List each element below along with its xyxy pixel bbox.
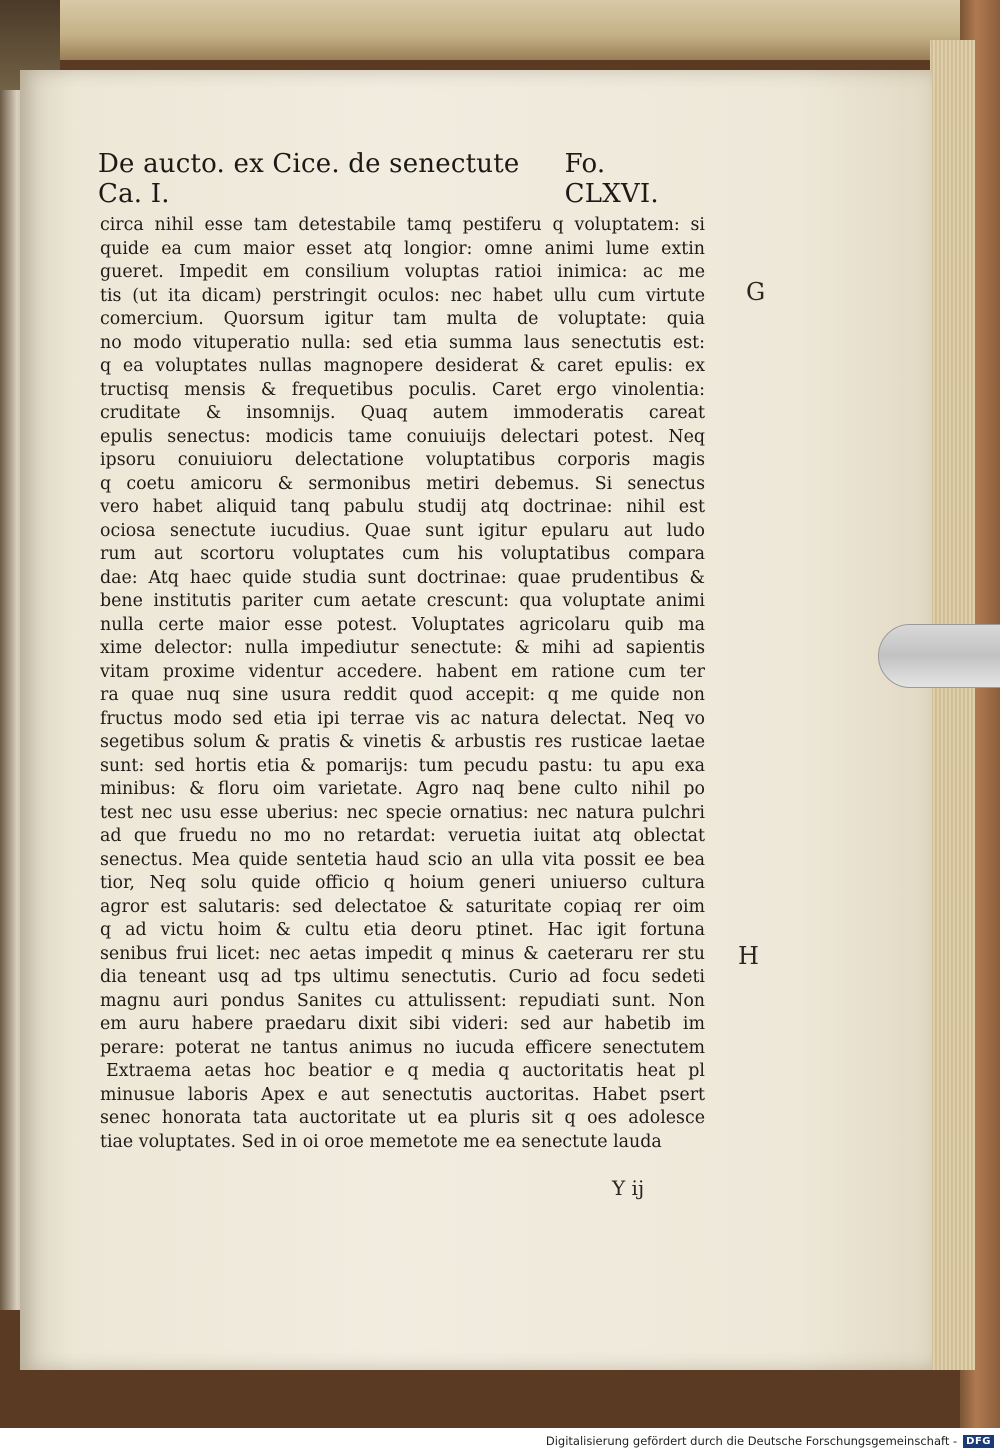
page-stack-edge bbox=[930, 40, 975, 1370]
book-top-edge bbox=[60, 0, 985, 60]
text-line: q ea voluptates nullas magnopere desiderat & caret epulis: ex bbox=[100, 356, 705, 376]
text-line: ipsoru conuiuioru delectatione voluptatibus corporis magis bbox=[100, 450, 705, 470]
margin-letter-g: G bbox=[746, 278, 766, 306]
text-line: q ad victu hoim & cultu etia deoru ptinet. Hac igit fortuna bbox=[100, 920, 705, 940]
text-line: tiae voluptates. Sed in oi oroe memetote me ea senectute lauda bbox=[100, 1131, 662, 1152]
text-line: quide ea cum maior esset atq longior: omne animi lume extin bbox=[100, 238, 705, 259]
text-line: ociosa senectute iucudius. Quae sunt igitur epularu aut ludo bbox=[100, 520, 705, 541]
text-line: q coetu amicoru & sermonibus metiri debemus. Si senectus bbox=[100, 473, 705, 494]
text-line: gueret. Impedit em consilium voluptas ratioi inimica: ac me bbox=[100, 262, 705, 282]
text-line: dia teneant usq ad tps ultimu senectutis. Curio ad focu sedeti bbox=[100, 967, 705, 987]
text-line: rum aut scortoru voluptates cum his voluptatibus compara bbox=[100, 544, 705, 564]
signature-mark: Y ij bbox=[612, 1176, 645, 1200]
text-line: sunt: sed hortis etia & pomarijs: tum pecudu pastu: tu apu exa bbox=[100, 755, 705, 776]
text-line: Extraema aetas hoc beatior e q media q auctoritatis heat pl bbox=[106, 1061, 705, 1081]
folio-number: Fo. CLXVI. bbox=[564, 149, 659, 209]
text-line: senec honorata tata auctoritate ut ea pluris sit q oes adolesce bbox=[100, 1108, 705, 1128]
text-line: bene institutis pariter cum aetate crescunt: qua voluptate animi bbox=[100, 591, 705, 611]
running-header bbox=[98, 149, 698, 209]
text-line: xime delector: nulla impediutur senectute: & mihi ad sapientis bbox=[100, 638, 705, 658]
text-line: circa nihil esse tam detestabile tamq pestiferu q voluptatem: si bbox=[100, 215, 705, 235]
text-line: fructus modo sed etia ipi terrae vis ac natura delectat. Neq vo bbox=[100, 708, 705, 729]
footer-funding-text: Digitalisierung gefördert durch die Deutsche Forschungsgemeinschaft - bbox=[545, 1434, 958, 1448]
text-line: vitam proxime videntur accedere. habent em ratione cum ter bbox=[100, 661, 705, 682]
text-line: minibus: & floru oim varietate. Agro naq bene culto nihil po bbox=[100, 779, 705, 799]
text-line: vero habet aliquid tanq pabulu studij atq doctrinae: nihil est bbox=[100, 497, 705, 517]
text-line: ra quae nuq sine usura reddit quod accepit: q me quide non bbox=[100, 685, 705, 705]
text-line: segetibus solum & pratis & vinetis & arbustis res rusticae laetae bbox=[100, 732, 705, 752]
text-line: nulla certe maior esse potest. Voluptates agricolaru quib ma bbox=[100, 614, 705, 635]
text-line: cruditate & insomnijs. Quaq autem immoderatis careat bbox=[100, 403, 705, 423]
text-line: test nec usu esse uberius: nec specie ornatius: nec natura pulchri bbox=[100, 802, 705, 823]
text-line: tior, Neq solu quide officio q hoium generi uniuerso cultura bbox=[100, 873, 705, 893]
text-line: em auru habere praedaru dixit sibi videri: sed aur habetib im bbox=[100, 1014, 705, 1034]
text-line: perare: poterat ne tantus animus no iucuda efficere senectutem bbox=[100, 1037, 705, 1058]
page-body-text bbox=[100, 214, 705, 1154]
text-line: epulis senectus: modicis tame conuiuijs delectari potest. Neq bbox=[100, 426, 705, 447]
text-line: senibus frui licet: nec aetas impedit q minus & caeteraru rer stu bbox=[100, 943, 705, 964]
footer-bar bbox=[0, 1428, 1000, 1454]
running-header-title: De aucto. ex Cice. de senectute Ca. I. bbox=[98, 149, 520, 209]
text-line: magnu auri pondus Sanites cu attulissent: repudiati sunt. Non bbox=[100, 990, 705, 1011]
text-line: agror est salutaris: sed delectatoe & saturitate copiaq rer oim bbox=[100, 896, 705, 917]
page-clip bbox=[878, 624, 1000, 688]
text-line: minusue laboris Apex e aut senectutis auctoritas. Habet psert bbox=[100, 1084, 705, 1105]
text-line: ad que fruedu no mo no retardat: veruetia iuitat atq oblectat bbox=[100, 826, 705, 846]
text-line: senectus. Mea quide sentetia haud scio an ulla vita possit ee bea bbox=[100, 849, 705, 870]
dfg-logo-icon: DFG bbox=[963, 1435, 994, 1448]
text-line: dae: Atq haec quide studia sunt doctrinae: quae prudentibus & bbox=[100, 567, 705, 588]
margin-letter-h: H bbox=[738, 942, 759, 970]
text-line: comercium. Quorsum igitur tam multa de voluptate: quia bbox=[100, 309, 705, 329]
text-line: tis (ut ita dicam) perstringit oculos: nec habet ullu cum virtute bbox=[100, 285, 705, 306]
text-line: tructisq mensis & frequetibus poculis. Caret ergo vinolentia: bbox=[100, 379, 705, 400]
text-line: no modo vituperatio nulla: sed etia summa laus senectutis est: bbox=[100, 332, 705, 353]
